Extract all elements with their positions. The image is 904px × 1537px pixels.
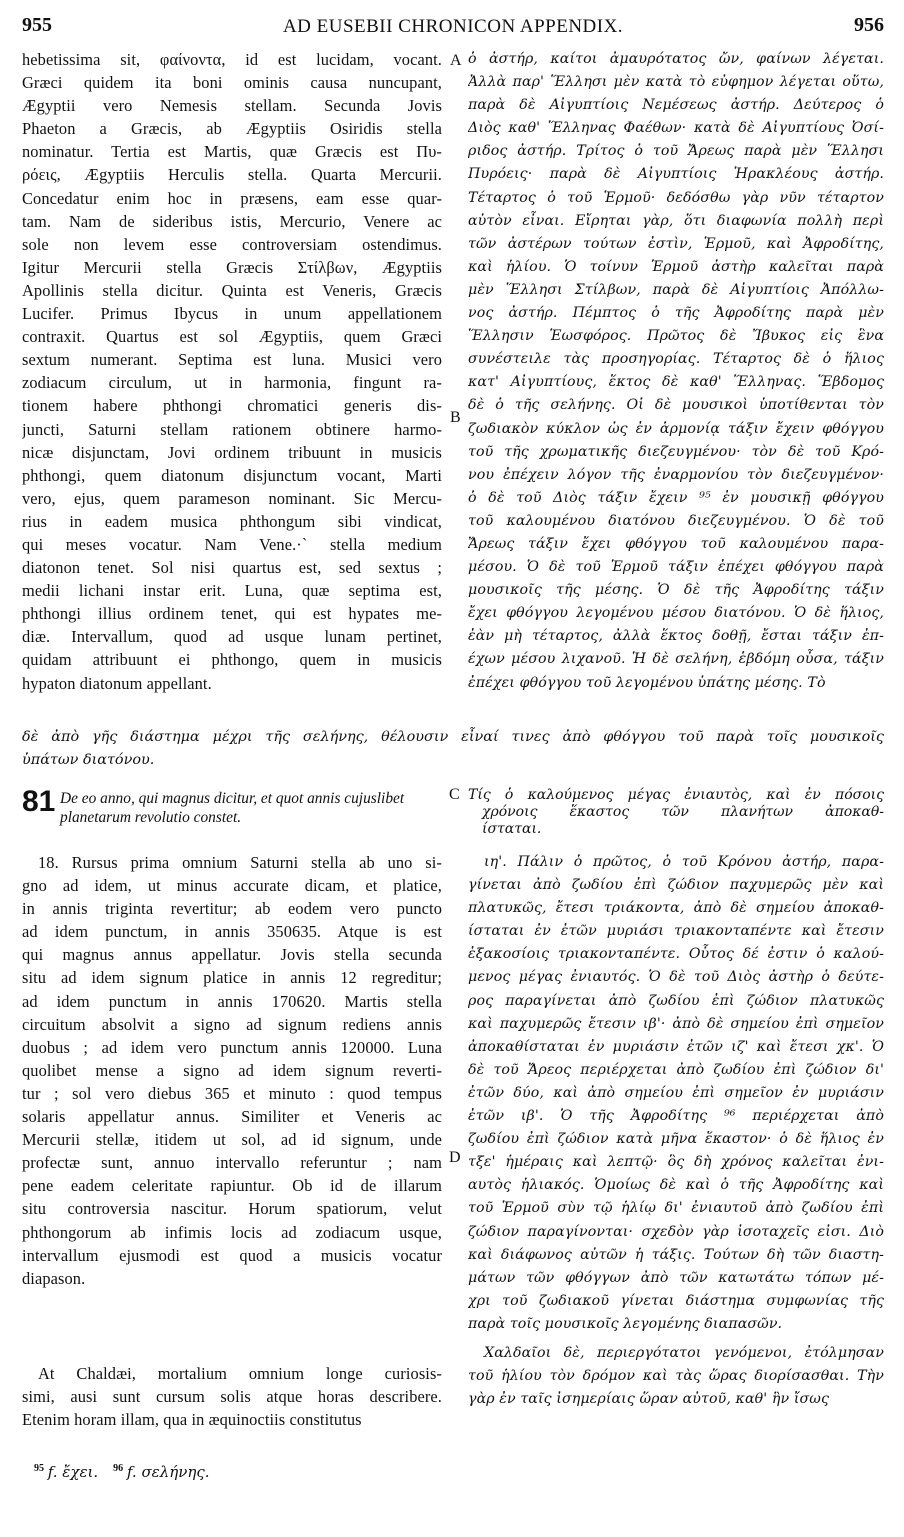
greek-line: ἑξακοσίοις τριακονταπέντε. Οὗτος δέ ἐστιν ὁ καλού- — [468, 946, 884, 963]
greek-line: ζωδιακὸν κύκλον ὡς ἐν ἁρμονίᾳ τάξιν ἔχειν φθόγγου — [468, 420, 884, 437]
greek-line: τοῦ τῆς χρωματικῆς διεζευγμένου· τὸν δὲ τοῦ Κρό- — [468, 443, 884, 460]
latin-line: simi, ausi sunt cursum solis atque horas describere. — [22, 1387, 442, 1407]
greek-column-body — [468, 851, 884, 1411]
latin-line: diapason. — [22, 1268, 86, 1288]
latin-line: Etenim horam illam, qua in æquinoctiis constitutus — [22, 1410, 362, 1430]
latin-line: ad idem punctum in annis 170620. Martis stella — [22, 991, 442, 1011]
latin-line: quidam attribuunt ei phthongo, quem in musicis — [22, 650, 442, 670]
latin-line: Igitur Mercurii stella Græcis Στίλβων, Ægyptiis — [22, 257, 442, 277]
footnotes — [34, 1463, 210, 1482]
latin-line: sole non levem esse controversiam ostendimus. — [22, 234, 442, 254]
latin-line: gno ad idem, ut minus accurate dicam, et platice, — [22, 876, 442, 896]
greek-line: αυτὸς ἡλιακός. Ὁμοίως δὲ καὶ ὁ τῆς Ἀφροδίτης καὶ — [468, 1177, 884, 1194]
greek-column-top — [468, 48, 884, 695]
latin-line: Mercurii stellæ, itidem ut sol, ad id signum, unde — [22, 1130, 442, 1150]
greek-line: καὶ παχυμερῶς ἔτεσιν ιβ'· ἀπὸ δὲ σημείου ἐπὶ σημεῖον — [468, 1015, 884, 1032]
latin-line: Apollinis stella dicitur. Quinta est Veneris, Græcis — [22, 280, 442, 300]
latin-line: Græci quidem ita boni ominis causa nuncupant, — [22, 73, 442, 93]
greek-line: καὶ ἡλίου. Ὁ τοίνυν Ἑρμοῦ ἀστὴρ καλεῖται παρὰ — [468, 258, 884, 275]
greek-line: ίσταται ἐν ἐτῶν μυριάσι τριακονταπέντε καὶ ἔτεσιν — [468, 923, 884, 940]
latin-line: diatonon tenet. Sol nisi quartus est, sed sextus ; — [22, 558, 442, 578]
page-number-left: 955 — [22, 14, 52, 36]
greek-line: έχων μέσου λιχανοῦ. Ἡ δὲ σελήνη, ἑβδόμη οὖσα, τάξιν — [468, 651, 884, 668]
latin-line: situ ad idem signum platice in annis 12 regreditur; — [22, 968, 442, 988]
section-title-greek-line: ίσταται. — [482, 821, 542, 837]
latin-line: solaris appellatur annus. Similiter et Veneris ac — [22, 1107, 442, 1127]
greek-line: γὰρ ἐν ταῖς ἰσημερίαις ὥραν αὐτοῦ, καθ' ἣν ἴσως — [468, 1391, 829, 1408]
greek-line: ἔχει φθόγγου λεγομένου μέσου διατόνου. Ὁ δὲ ἥλιος, — [468, 605, 884, 622]
latin-line: 18. Rursus prima omnium Saturni stella ab uno si- — [38, 853, 442, 872]
greek-line: νος ἀστήρ. Πέμπτος ὁ τῆς Ἀφροδίτης παρὰ μὲν — [468, 305, 884, 322]
latin-line: Concedatur enim hoc in præsens, eam esse quar- — [22, 188, 442, 208]
greek-line: ριδος ἀστήρ. Τρίτος ὁ τοῦ Ἄρεως παρὰ μὲν Ἕλλησι — [468, 143, 884, 160]
greek-line: δὲ ἀπὸ γῆς διάστημα μέχρι τῆς σελήνης, θέλουσιν εἶναί τινες ἀπὸ φθόγγου τοῦ παρὰ τοῖς μουσικοῖς — [22, 729, 884, 745]
latin-line: tam. Nam de sideribus istis, Mercurio, Venere ac — [22, 211, 442, 231]
running-title: AD EUSEBII CHRONICON APPENDIX. — [282, 16, 624, 37]
greek-line: τῶν ἀστέρων τούτων ἐστὶν, Ἑρμοῦ, καὶ Ἀφροδίτης, — [468, 235, 884, 252]
greek-line: ρος παραγίνεται ἀπὸ ζωδίου ἐπὶ ζώδιον πλατυκῶς — [468, 992, 884, 1009]
greek-line: πλατυκῶς, ἔτεσι τριάκοντα, ἀπὸ δὲ σημείου ἀποκαθ- — [468, 900, 884, 917]
greek-line: αὐτὸν εἶναι. Εἴρηται γὰρ, ὅτι διαφωνία πολλὴ περὶ — [468, 212, 884, 229]
greek-line: νου ἐπέχειν λόγον τῆς ἐναρμονίου τὸν διεζευγμένον· — [468, 466, 884, 483]
greek-line: δὲ τοῦ Ἄρεος περιέρχεται ἀπὸ ζωδίου ἐπὶ ζώδιον δι' — [468, 1061, 884, 1078]
greek-line: συνέστειλε τὰς προσηγορίας. Τέταρτος δὲ ὁ ἥλιος — [468, 351, 884, 368]
greek-line: κατ' Αἰγυπτίους, ἕκτος δὲ καθ' Ἕλληνας. Ἕβδομος — [468, 374, 884, 391]
greek-line: ὑπάτων διατόνου. — [22, 752, 155, 769]
page-header — [22, 14, 884, 42]
greek-line: δὲ ὁ τῆς σελήνης. Οἱ δὲ μουσικοὶ ὑποτίθενται τὸν — [468, 397, 884, 414]
greek-line: Διὸς καθ' Ἕλληνας Φαέθων· κατὰ δὲ Αἰγυπτίους Ὀσί- — [468, 120, 884, 137]
greek-line: τοῦ καλουμένου διατόνου διεζευγμένου. Ὁ δὲ τοῦ — [468, 512, 884, 529]
latin-line: phthongi illius ordinem tenet, qui est hypates me- — [22, 604, 442, 624]
greek-line: τοῦ ἡλίου τὸν δρόμον καὶ τὰς ὥρας διορίσασθαι. Τὴν — [468, 1368, 884, 1385]
latin-line: hypaton diatonum appellant. — [22, 673, 212, 693]
greek-line: ἀποκαθίσταται ἐν μυριάσιν ἐτῶν ιζ' καὶ ἔτεσι χκ'. Ὁ — [468, 1038, 884, 1055]
latin-column-body — [22, 851, 442, 1290]
latin-column-body-continued — [22, 1362, 442, 1431]
greek-line: ζωδίου ἐπὶ ζώδιον κατὰ μῆνα ἕκαστον· ὁ δὲ ἥλιος ἐν — [468, 1131, 884, 1148]
greek-line: ἐτῶν δύο, καὶ ἀπὸ σημείου ἐπὶ σημεῖον ἐν μυριάσιν — [468, 1084, 884, 1101]
greek-line: μουσικοῖς τῆς μέσης. Ὁ δὲ τῆς Ἀφροδίτης τάξιν — [468, 582, 884, 599]
latin-column-top — [22, 48, 442, 695]
section-title-latin: De eo anno, qui magnus dicitur, et quot annis cujuslibet planetarum revolutio constet. — [60, 790, 405, 826]
footnote-96: $^{96}$ f. σελήνης. — [113, 1463, 210, 1481]
section-title-greek-line: Τίς ὁ καλούμενος μέγας ἐνιαυτὸς, καὶ ἐν πόσοις — [468, 787, 884, 803]
latin-line: tur ; sol vero diebus 365 et minuto : quod tempus — [22, 1083, 442, 1103]
section-title-greek-line: χρόνοις ἕκαστος τῶν πλανήτων ἀποκαθ- — [482, 804, 884, 820]
full-width-greek-lines — [22, 726, 884, 772]
greek-line: γίνεται ἀπὸ ζωδίου ἐπὶ ζώδιον παχυμερῶς μὲν καὶ — [468, 877, 884, 894]
greek-line: ζώδιον παραγίνονται· σχεδὸν γὰρ ἰσοταχεῖς εἰσι. Διὸ — [468, 1223, 884, 1240]
latin-line: Ægyptii vero Nemesis stellam. Secunda Jovis — [22, 96, 442, 116]
latin-line: medii lichani instar erit. Luna, quæ septima est, — [22, 581, 442, 601]
latin-line: profectæ sunt, annuo intervallo referuntur ; nam — [22, 1153, 442, 1173]
page-number-right: 956 — [854, 14, 884, 36]
greek-line: τξε' ἡμέραις καὶ λεπτῷ· ὃς δὴ χρόνος καλεῖται ἐνι- — [468, 1154, 884, 1171]
latin-line: hebetissima sit, φαίνοντα, id est lucidam, vocant. — [22, 50, 442, 69]
greek-line: παρὰ δὲ Αἰγυπτίοις Νεμέσεως ἀστήρ. Δεύτερος ὁ — [468, 97, 884, 114]
latin-line: situ controversia nascitur. Horum spatiorum, velut — [22, 1199, 442, 1219]
margin-marker-b: B — [450, 409, 461, 426]
greek-line: Τέταρτος ὁ τοῦ Ἑρμοῦ· δεδόσθω γὰρ νῦν τέταρτον — [468, 189, 884, 206]
margin-marker-d: D — [449, 1149, 461, 1166]
latin-line: quolibet mense a signo ad idem signum reverti- — [22, 1060, 442, 1080]
latin-line: pene eadem celeritate rapiuntur. Ob id de illarum — [22, 1176, 442, 1196]
latin-line: ρόεις, Ægyptiis Herculis stella. Quarta Mercurii. — [22, 165, 442, 185]
greek-line: ἐπέχει φθόγγου τοῦ λεγομένου ὑπάτης μέσης. Τὸ — [468, 674, 826, 691]
latin-line: phthongorum ab infimis locis ad zodiacum usque, — [22, 1222, 442, 1242]
footnote-95: $^{95}$ f. ἔχει. — [34, 1463, 99, 1481]
latin-line: qui meses vocatur. Nam Vene.·` stella medium — [22, 534, 442, 554]
greek-line: παρὰ τοῖς μουσικοῖς λεγομένης διαπασῶν. — [468, 1315, 783, 1332]
latin-line: contraxit. Quartus est sol Ægyptiis, quem Græci — [22, 327, 442, 347]
greek-line: ιη'. Πάλιν ὁ πρῶτος, ὁ τοῦ Κρόνου ἀστήρ, παρα- — [484, 854, 884, 870]
latin-line: juncti, Saturni stellam rationem obtinere harmo- — [22, 419, 442, 439]
latin-line: Phaeton a Græcis, ab Ægyptiis Osiridis stella — [22, 119, 442, 139]
margin-marker-c: C — [449, 786, 460, 803]
greek-line: ὁ ἀστήρ, καίτοι ἀμαυρότατος ὤν, φαίνων λέγεται. — [468, 51, 884, 67]
greek-line: ἐὰν μὴ τέταρτος, ἀλλὰ ἕκτος δοθῇ, ἔσται τάξιν ἐπ- — [468, 628, 884, 645]
greek-line: Ἄρεως τάξιν ἔχει φθόγγου τοῦ καλουμένου παρα- — [468, 535, 884, 552]
latin-line: diæ. Intervallum, quod ad usque lunam pertinet, — [22, 627, 442, 647]
latin-line: rius in eadem musica phthongum sibi vindicat, — [22, 511, 442, 531]
latin-line: Lucifer. Primus Ibycus in unum appellationem — [22, 304, 442, 324]
greek-line: μενος μέγας ἐνιαυτός. Ὁ δὲ τοῦ Διὸς ἀστὴρ ὁ δεύτε- — [468, 969, 884, 986]
latin-line: in annis triginta revertitur; ab eodem vero puncto — [22, 899, 442, 919]
latin-line: duobus ; ad idem vero punctum annis 120000. Luna — [22, 1037, 442, 1057]
section-number: 81 — [22, 785, 56, 818]
greek-line: ὁ δὲ τοῦ Διὸς τάξιν ἔχειν ⁹⁵ ἐν μουσικῇ φθόγγου — [468, 489, 884, 506]
latin-line: nominatur. Tertia est Martis, quæ Græcis est Πυ- — [22, 142, 442, 162]
greek-line: μάτων τῶν φθόγγων ἀπὸ τῶν κατωτάτω τόπων μέ- — [468, 1269, 884, 1286]
latin-line: nicæ disjunctam, Jovi ordinem tribuunt in musicis — [22, 442, 442, 462]
latin-line: vero, ejus, quem parameson nominant. Sic Mercu- — [22, 488, 442, 508]
latin-line: zodiacum circulum, ut in harmonia, fingunt ra- — [22, 373, 442, 393]
greek-line: καὶ διάφωνος αὐτῶν ἡ τάξις. Τούτων δὴ τῶν διαστη- — [468, 1246, 884, 1263]
latin-line: circuitum absolvit a signo ad signum rediens annis — [22, 1014, 442, 1034]
latin-line: intervallum ejusmodi est quod a musicis vocatur — [22, 1245, 442, 1265]
greek-line: Ἕλλησιν Ἑωσφόρος. Πρῶτος δὲ Ἴβυκος εἰς ἓνα — [468, 328, 884, 345]
latin-line: ad idem punctum, in annis 350635. Atque is est — [22, 922, 442, 942]
latin-line: sextum numerant. Septima est luna. Musici vero — [22, 350, 442, 370]
greek-line: μέσου. Ὁ δὲ τοῦ Ἑρμοῦ τάξιν ἐπέχει φθόγγου παρὰ — [468, 559, 884, 576]
latin-line: phthongi, quem diatonum disjunctum vocant, Marti — [22, 465, 442, 485]
greek-line: Πυρόεις· παρὰ δὲ Αἰγυπτίοις Ἡρακλέους ἀστήρ. — [468, 166, 884, 183]
greek-line: Ἀλλὰ παρ' Ἕλλησι μὲν κατὰ τὸ εὐφημον λέγεται οὕτω, — [468, 74, 884, 91]
section-title-greek — [468, 787, 884, 838]
latin-line: tionem habere phthongi chromatici generis dis- — [22, 396, 442, 416]
greek-line: ἐτῶν ιβ'. Ὁ τῆς Ἀφροδίτης ⁹⁶ περιέρχεται ἀπὸ — [468, 1108, 884, 1125]
greek-line: μὲν Ἕλλησι Στίλβων, παρὰ δὲ Αἰγυπτίοις Ἀπόλλω- — [468, 281, 884, 298]
margin-marker-a: A — [450, 52, 462, 69]
latin-line: qui magnus annus appellatur. Jovis stella secunda — [22, 945, 442, 965]
greek-line: χρι τοῦ ζωδιακοῦ γίνεται διάστημα συμφωνίας τῆς — [468, 1292, 884, 1309]
greek-line: Χαλδαῖοι δὲ, περιεργότατοι γενόμενοι, ἐτόλμησαν — [484, 1344, 884, 1361]
latin-line: At Chaldæi, mortalium omnium longe curiosis- — [38, 1364, 442, 1383]
greek-line: τοῦ Ἑρμοῦ σὺν τῷ ἡλίῳ δι' ἐνιαυτοῦ ἀπὸ ζωδίου ἐπὶ — [468, 1200, 884, 1217]
